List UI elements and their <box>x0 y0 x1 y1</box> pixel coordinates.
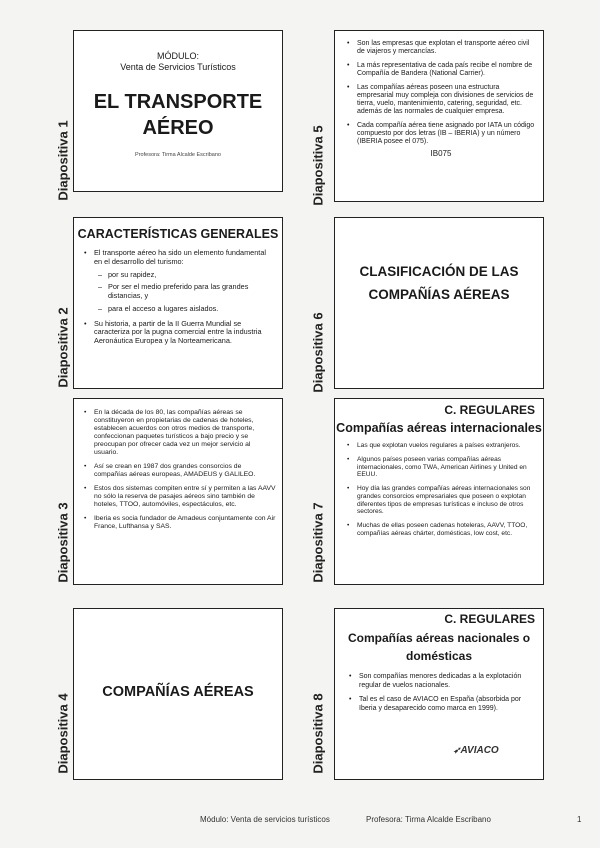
bullet-item: • Muchas de ellas poseen cadenas hoteleras, AAVV, TTOO, compañías aéreas chárter, domésticas, low cost, etc. <box>357 522 537 538</box>
category-corner: C. REGULARES <box>444 403 535 417</box>
slide-title-line2: AÉREO <box>142 117 214 139</box>
slide-label-1: Diapositiva 1 <box>55 120 71 201</box>
bullet-item: • Así se crean en 1987 dos grandes consorcios de compañías aéreas europeas, AMADEUS y GALILEO. <box>94 463 276 479</box>
slide-label-8: Diapositiva 8 <box>310 693 326 774</box>
page-number: 1 <box>577 815 582 824</box>
bullet-item: • Cada compañía aérea tiene asignado por IATA un código compuesto por dos letras (IB – IBERIA) y un número (IBERIA posee el 075). <box>357 122 537 146</box>
bullet-item: • Tal es el caso de AVIACO en España (absorbida por Iberia y desaparecido como marca en 1999). <box>359 696 537 713</box>
bullet-item: • Estos dos sistemas compiten entre sí y permiten a las AAVV no sólo la reserva de pasajes aéreos sino también de hoteles, TTOO, automóviles, espectáculos, etc. <box>94 485 276 509</box>
slide-8 <box>334 608 544 780</box>
bullet-item: • En la década de los 80, las compañías aéreas se constituyeron en propietarias de cadenas de hoteles, establecen acuerdos con otros medios de transporte, confeccionan paquetes turísticos a bajo precio y se preocupan por ofrecer cada vez un mejor servicio al usuario. <box>94 409 276 457</box>
bullet-item: • Las que explotan vuelos regulares a países extranjeros. <box>357 442 537 450</box>
slide-label-6: Diapositiva 6 <box>310 312 326 393</box>
slide-title-line2: COMPAÑÍAS AÉREAS <box>368 287 510 302</box>
slide-label-7: Diapositiva 7 <box>310 502 326 583</box>
slide-title: COMPAÑÍAS AÉREAS <box>102 684 254 700</box>
bullet-item: • Su historia, a partir de la II Guerra Mundial se caracteriza por la pugna comercial entre la industria Aeronáutica Europea y la Norteamericana. <box>94 320 276 346</box>
sub-item: – Por ser el medio preferido para las grandes distancias, y <box>108 283 276 301</box>
slide-title: Compañías aéreas internacionales <box>336 421 542 435</box>
footer-teacher: Profesora: Tirma Alcalde Escribano <box>366 815 491 824</box>
bullet-item: • Son las empresas que explotan el transporte aéreo civil de viajeros y mercancías. <box>357 40 537 56</box>
slide-label-5: Diapositiva 5 <box>310 125 326 206</box>
bullet-item: • Iberia es socia fundador de Amadeus conjuntamente con Air France, Lufthansa y SAS. <box>94 515 276 531</box>
slide-label-3: Diapositiva 3 <box>55 502 71 583</box>
logo-swoosh-icon: ➶ <box>453 745 461 755</box>
slide-label-2: Diapositiva 2 <box>55 307 71 388</box>
slide-6 <box>334 217 544 389</box>
slide-title-line1: CLASIFICACIÓN DE LAS <box>359 264 519 279</box>
slide-5 <box>334 30 544 202</box>
slide-title-line1: Compañías aéreas nacionales o <box>347 631 531 645</box>
slide-4 <box>73 608 283 780</box>
slide-1 <box>73 30 283 192</box>
bullet-item: • Algunos países poseen varias compañías aéreas internacionales, como TWA, American Airlines y United en EEUU. <box>357 456 537 479</box>
bullet-item: • El transporte aéreo ha sido un elemento fundamental en el desarrollo del turismo: – por su rapidez, – Por ser el medio preferido para las grandes distancias, y – para el acceso a lugares aislados. <box>94 249 276 314</box>
aviaco-logo: ➶AVIACO <box>453 745 499 756</box>
slide-title: CARACTERÍSTICAS GENERALES <box>77 227 279 241</box>
bullet-item: • La más representativa de cada país recibe el nombre de Compañía de Bandera (National Carrier). <box>357 62 537 78</box>
slide-7 <box>334 398 544 585</box>
bullet-item: • Hoy día las grandes compañías aéreas internacionales son grandes consorcios empresariales que poseen o explotan diferentes tipos de empresas turísticas e incluso de otros sectores. <box>357 485 537 516</box>
slide-label-4: Diapositiva 4 <box>55 693 71 774</box>
footer-module: Módulo: Venta de servicios turísticos <box>200 815 330 824</box>
category-corner: C. REGULARES <box>444 612 535 626</box>
slide-title-line2: domésticas <box>405 649 473 663</box>
module-name: Venta de Servicios Turísticos <box>120 62 236 72</box>
author: Profesora: Tirma Alcalde Escribano <box>135 152 221 158</box>
sub-item: – por su rapidez, <box>108 271 276 280</box>
module-heading: MÓDULO: <box>156 51 199 61</box>
iata-code: IB075 <box>430 148 452 158</box>
slide-2 <box>73 217 283 389</box>
sub-item: – para el acceso a lugares aislados. <box>108 305 276 314</box>
slide-title-line1: EL TRANSPORTE <box>93 91 263 113</box>
bullet-item: • Las compañías aéreas poseen una estructura empresarial muy compleja con divisiones de servicios de tierra, vuelo, mantenimiento, catering, seguridad, etc. además de las normales de cualquier empresa. <box>357 84 537 116</box>
slide-3 <box>73 398 283 585</box>
bullet-item: • Son compañías menores dedicadas a la explotación regular de vuelos nacionales. <box>359 673 537 690</box>
